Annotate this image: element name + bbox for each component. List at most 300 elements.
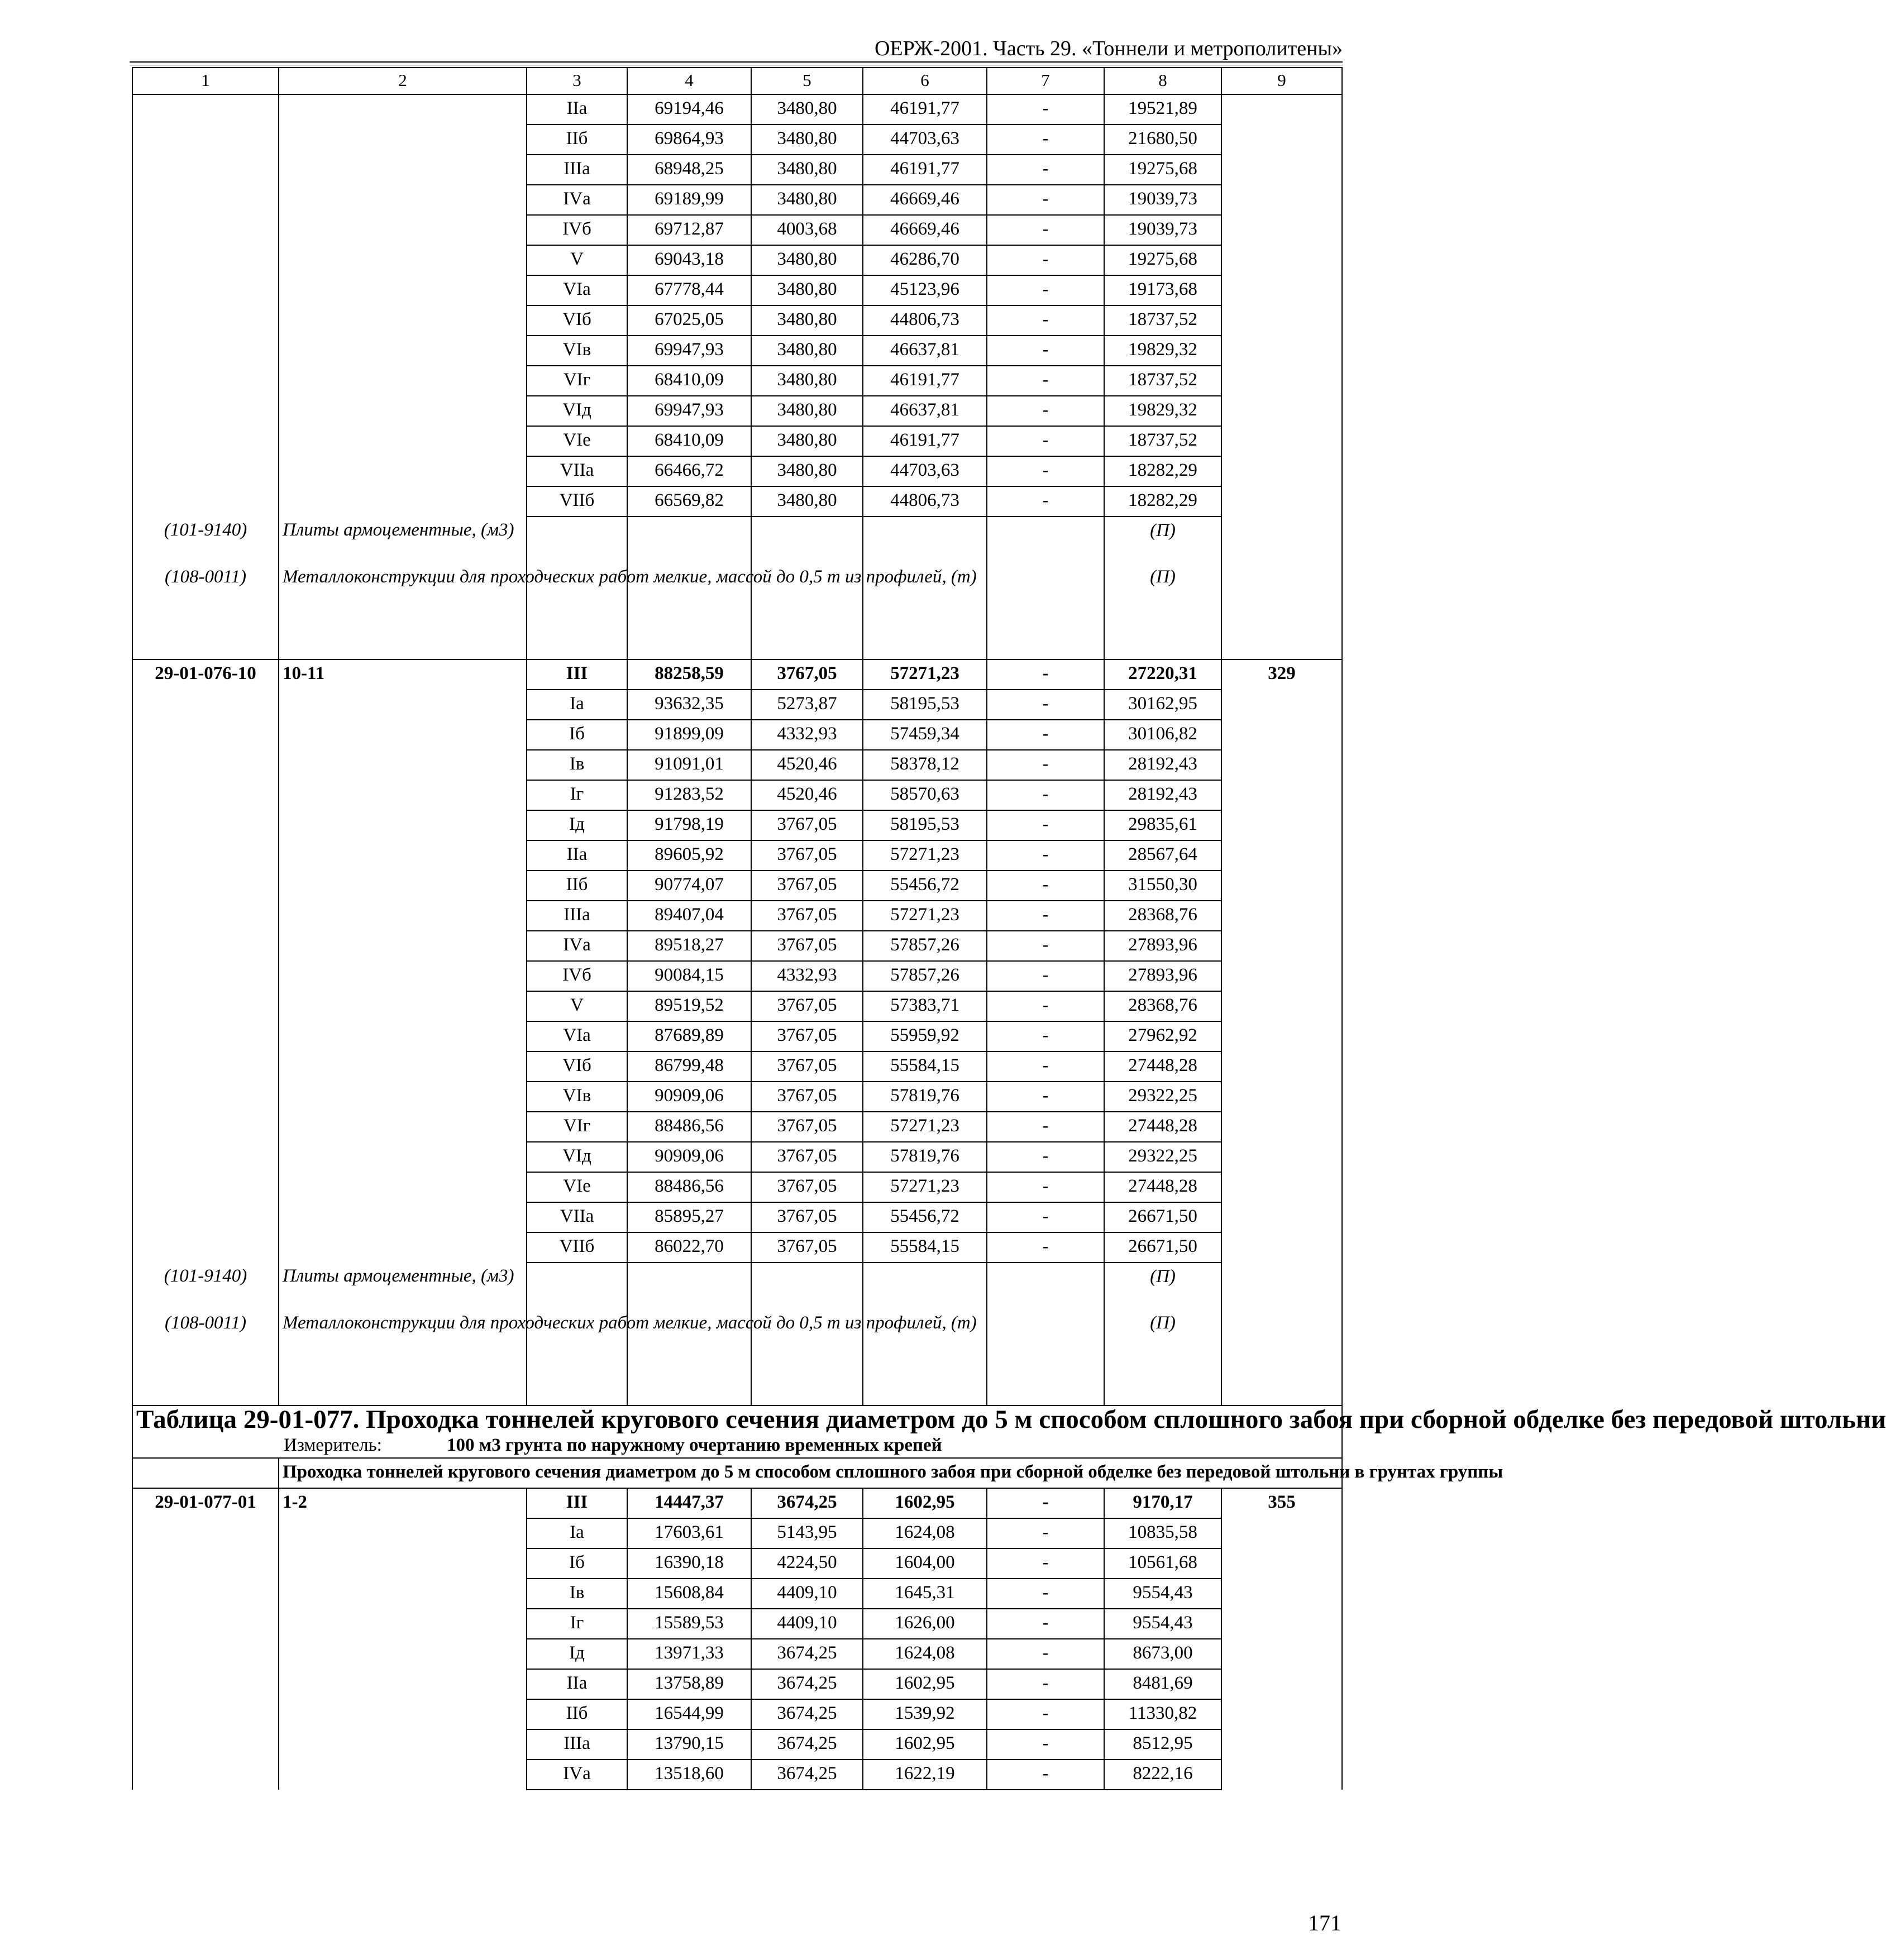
zone-cell: Iб	[527, 1548, 627, 1579]
table-row	[132, 901, 1342, 931]
total-cost-cell: 85895,27	[627, 1202, 751, 1232]
driver-wages-cell: -	[987, 305, 1104, 336]
machines-cell: 58378,12	[863, 750, 987, 780]
materials-cell: 27448,28	[1104, 1112, 1221, 1142]
driver-wages-cell: -	[987, 486, 1104, 517]
materials-cell: 26671,50	[1104, 1202, 1221, 1232]
wages-cell: 4409,10	[751, 1609, 863, 1639]
table-row	[132, 1142, 1342, 1172]
materials-cell: 18737,52	[1104, 366, 1221, 396]
code-column-cell	[1221, 94, 1342, 125]
code-column-cell	[1221, 720, 1342, 750]
empty-cell	[132, 1458, 279, 1488]
driver-wages-cell: -	[987, 780, 1104, 810]
rate-code-cell: 29-01-076-10	[132, 659, 279, 690]
code-column-cell	[1221, 426, 1342, 456]
total-cost-cell: 67025,05	[627, 305, 751, 336]
zone-cell: IIа	[527, 1669, 627, 1699]
column-number: 6	[863, 68, 987, 94]
table-row	[132, 155, 1342, 185]
table-row	[132, 426, 1342, 456]
total-cost-cell: 15589,53	[627, 1609, 751, 1639]
section-title-cell	[132, 1405, 1886, 1458]
material-code-cell: (108-0011)	[132, 563, 279, 659]
rate-code-cell	[132, 1518, 279, 1548]
zone-cell: Iг	[527, 1609, 627, 1639]
driver-wages-cell: -	[987, 931, 1104, 961]
driver-wages-cell: -	[987, 871, 1104, 901]
zone-cell: VIв	[527, 1082, 627, 1112]
table-row	[132, 871, 1342, 901]
rate-code-cell	[132, 720, 279, 750]
rate-range-cell	[279, 1548, 527, 1579]
total-cost-cell: 88258,59	[627, 659, 751, 690]
code-column-cell	[1221, 1142, 1342, 1172]
rate-code-cell	[132, 366, 279, 396]
rate-range-cell	[279, 1518, 527, 1548]
driver-wages-cell: -	[987, 94, 1104, 125]
total-cost-cell: 90909,06	[627, 1142, 751, 1172]
materials-cell: 10835,58	[1104, 1518, 1221, 1548]
code-column-cell	[1221, 1518, 1342, 1548]
rate-range-cell	[279, 336, 527, 366]
machines-cell: 1602,95	[863, 1729, 987, 1760]
zone-cell: VIIб	[527, 1232, 627, 1263]
driver-wages-cell: -	[987, 1142, 1104, 1172]
material-code-cell: (101-9140)	[132, 517, 279, 563]
materials-cell: 18282,29	[1104, 486, 1221, 517]
machines-cell: 55456,72	[863, 871, 987, 901]
rate-code-cell	[132, 1021, 279, 1051]
code-column-cell	[1221, 690, 1342, 720]
machines-cell: 1645,31	[863, 1579, 987, 1609]
materials-cell: 30162,95	[1104, 690, 1221, 720]
rates-table	[132, 67, 1886, 1790]
wages-cell: 3674,25	[751, 1760, 863, 1790]
rate-range-cell	[279, 690, 527, 720]
materials-cell: 8512,95	[1104, 1729, 1221, 1760]
total-cost-cell: 69864,93	[627, 125, 751, 155]
machines-cell: 57459,34	[863, 720, 987, 750]
machines-cell: 57271,23	[863, 901, 987, 931]
rate-code-cell	[132, 275, 279, 305]
code-column-cell	[1221, 1548, 1342, 1579]
machines-cell: 46637,81	[863, 396, 987, 426]
total-cost-cell: 15608,84	[627, 1579, 751, 1609]
material-row	[132, 517, 1342, 563]
total-cost-cell: 68410,09	[627, 426, 751, 456]
wages-cell: 3767,05	[751, 659, 863, 690]
driver-wages-cell: -	[987, 810, 1104, 840]
materials-cell: 18737,52	[1104, 426, 1221, 456]
wages-cell: 3767,05	[751, 901, 863, 931]
driver-wages-cell: -	[987, 1232, 1104, 1263]
zone-cell: Iд	[527, 810, 627, 840]
driver-wages-cell: -	[987, 1639, 1104, 1669]
rate-code-cell	[132, 840, 279, 871]
zone-cell: VIе	[527, 426, 627, 456]
rate-range-cell	[279, 1172, 527, 1202]
code-column-cell	[1221, 871, 1342, 901]
table-row	[132, 185, 1342, 215]
wages-cell: 3767,05	[751, 1112, 863, 1142]
rate-range-cell	[279, 215, 527, 245]
driver-wages-cell: -	[987, 991, 1104, 1021]
rate-range-cell: 1-2	[279, 1488, 527, 1518]
material-value-cell: (П)	[1104, 563, 1221, 659]
driver-wages-cell: -	[987, 1548, 1104, 1579]
rate-code-cell	[132, 961, 279, 991]
zone-cell: Iа	[527, 1518, 627, 1548]
driver-wages-cell: -	[987, 426, 1104, 456]
code-column-cell	[1221, 810, 1342, 840]
driver-wages-cell: -	[987, 155, 1104, 185]
code-column-cell	[1221, 1021, 1342, 1051]
table-row	[132, 336, 1342, 366]
wages-cell: 3767,05	[751, 840, 863, 871]
driver-wages-cell: -	[987, 659, 1104, 690]
code-column-cell	[1221, 780, 1342, 810]
rate-range-cell	[279, 1112, 527, 1142]
materials-cell: 29835,61	[1104, 810, 1221, 840]
wages-cell: 4003,68	[751, 215, 863, 245]
driver-wages-cell: -	[987, 1112, 1104, 1142]
code-column-cell	[1221, 396, 1342, 426]
meter-value: 100 м3 грунта по наружному очертанию временных крепей	[447, 1435, 942, 1455]
zone-cell: Iг	[527, 780, 627, 810]
driver-wages-cell: -	[987, 840, 1104, 871]
materials-cell: 27962,92	[1104, 1021, 1221, 1051]
materials-cell: 27893,96	[1104, 961, 1221, 991]
zone-cell: VIд	[527, 396, 627, 426]
driver-wages-cell: -	[987, 1051, 1104, 1082]
rate-code-cell	[132, 1112, 279, 1142]
wages-cell: 3767,05	[751, 810, 863, 840]
driver-wages-cell: -	[987, 245, 1104, 275]
rates-table-body	[132, 68, 1886, 1790]
empty-cell	[987, 1263, 1104, 1309]
wages-cell: 3480,80	[751, 426, 863, 456]
table-row	[132, 1518, 1342, 1548]
machines-cell: 1602,95	[863, 1669, 987, 1699]
total-cost-cell: 17603,61	[627, 1518, 751, 1548]
zone-cell: IVб	[527, 215, 627, 245]
rate-code-cell	[132, 901, 279, 931]
wages-cell: 3480,80	[751, 336, 863, 366]
material-code-cell: (101-9140)	[132, 1263, 279, 1309]
machines-cell: 1602,95	[863, 1488, 987, 1518]
table-row	[132, 1639, 1342, 1669]
table-row	[132, 366, 1342, 396]
rate-code-cell	[132, 245, 279, 275]
table-row	[132, 1051, 1342, 1082]
rate-range-cell	[279, 720, 527, 750]
total-cost-cell: 89407,04	[627, 901, 751, 931]
empty-cell	[1221, 517, 1342, 563]
rate-code-cell	[132, 305, 279, 336]
empty-cell	[987, 563, 1104, 659]
table-row	[132, 961, 1342, 991]
rate-range-cell	[279, 1051, 527, 1082]
machines-cell: 58195,53	[863, 690, 987, 720]
table-row	[132, 1729, 1342, 1760]
header-rule	[130, 61, 1343, 63]
column-number: 3	[527, 68, 627, 94]
materials-cell: 27448,28	[1104, 1051, 1221, 1082]
rate-code-cell	[132, 456, 279, 486]
wages-cell: 3767,05	[751, 931, 863, 961]
total-cost-cell: 69043,18	[627, 245, 751, 275]
zone-cell: IIIа	[527, 1729, 627, 1760]
rate-range-cell	[279, 1232, 527, 1263]
material-name-cell: Металлоконструкции для проходческих работ мелкие, массой до 0,5 т из профилей, (т)	[279, 563, 527, 659]
table-row	[132, 1669, 1342, 1699]
material-row	[132, 1263, 1342, 1309]
table-row	[132, 456, 1342, 486]
column-number: 9	[1221, 68, 1342, 94]
table-row	[132, 486, 1342, 517]
machines-cell: 46191,77	[863, 94, 987, 125]
driver-wages-cell: -	[987, 750, 1104, 780]
column-number: 5	[751, 68, 863, 94]
rate-code-cell	[132, 1669, 279, 1699]
meter-line	[136, 1433, 1338, 1457]
wages-cell: 4520,46	[751, 750, 863, 780]
zone-cell: Iа	[527, 690, 627, 720]
machines-cell: 1626,00	[863, 1609, 987, 1639]
materials-cell: 19829,32	[1104, 336, 1221, 366]
rate-code-cell	[132, 750, 279, 780]
zone-cell: IIб	[527, 1699, 627, 1729]
machines-cell: 1622,19	[863, 1760, 987, 1790]
rate-range-cell	[279, 245, 527, 275]
code-column-cell	[1221, 750, 1342, 780]
rate-code-cell	[132, 1202, 279, 1232]
table-row	[132, 125, 1342, 155]
zone-cell: IVа	[527, 931, 627, 961]
machines-cell: 44703,63	[863, 456, 987, 486]
wages-cell: 5273,87	[751, 690, 863, 720]
code-column-cell	[1221, 1760, 1342, 1790]
zone-cell: VIб	[527, 305, 627, 336]
code-column-cell	[1221, 185, 1342, 215]
zone-cell: III	[527, 1488, 627, 1518]
rate-range-cell	[279, 456, 527, 486]
table-row	[132, 1232, 1342, 1263]
total-cost-cell: 69189,99	[627, 185, 751, 215]
table-row	[132, 275, 1342, 305]
rate-code-cell	[132, 1548, 279, 1579]
table-row	[132, 690, 1342, 720]
driver-wages-cell: -	[987, 1729, 1104, 1760]
code-column-cell	[1221, 961, 1342, 991]
driver-wages-cell: -	[987, 1082, 1104, 1112]
wages-cell: 3480,80	[751, 275, 863, 305]
wages-cell: 3767,05	[751, 1142, 863, 1172]
wages-cell: 3480,80	[751, 486, 863, 517]
code-column-cell	[1221, 1699, 1342, 1729]
driver-wages-cell: -	[987, 1488, 1104, 1518]
zone-cell: VIIб	[527, 486, 627, 517]
driver-wages-cell: -	[987, 1579, 1104, 1609]
total-cost-cell: 90774,07	[627, 871, 751, 901]
material-value-cell: (П)	[1104, 1309, 1221, 1406]
rate-code-cell	[132, 1699, 279, 1729]
wages-cell: 3767,05	[751, 991, 863, 1021]
table-row	[132, 750, 1342, 780]
machines-cell: 57857,26	[863, 961, 987, 991]
code-column-cell	[1221, 1202, 1342, 1232]
materials-cell: 29322,25	[1104, 1082, 1221, 1112]
wages-cell: 3480,80	[751, 366, 863, 396]
rate-code-cell	[132, 215, 279, 245]
rate-code-cell	[132, 185, 279, 215]
code-column-cell	[1221, 991, 1342, 1021]
machines-cell: 55959,92	[863, 1021, 987, 1051]
empty-cell	[627, 517, 751, 563]
code-column-cell	[1221, 840, 1342, 871]
wages-cell: 3480,80	[751, 305, 863, 336]
rate-code-cell	[132, 871, 279, 901]
total-cost-cell: 67778,44	[627, 275, 751, 305]
column-number: 8	[1104, 68, 1221, 94]
rate-range-cell	[279, 780, 527, 810]
rate-code-cell	[132, 1232, 279, 1263]
rate-code-cell	[132, 1639, 279, 1669]
wages-cell: 3480,80	[751, 245, 863, 275]
machines-cell: 44806,73	[863, 305, 987, 336]
machines-cell: 1624,08	[863, 1518, 987, 1548]
rate-range-cell	[279, 1669, 527, 1699]
rate-range-cell	[279, 840, 527, 871]
materials-cell: 8222,16	[1104, 1760, 1221, 1790]
code-column-cell	[1221, 1579, 1342, 1609]
driver-wages-cell: -	[987, 215, 1104, 245]
zone-cell: IVб	[527, 961, 627, 991]
rate-range-cell	[279, 1729, 527, 1760]
machines-cell: 57383,71	[863, 991, 987, 1021]
total-cost-cell: 16390,18	[627, 1548, 751, 1579]
column-number: 7	[987, 68, 1104, 94]
zone-cell: VIг	[527, 1112, 627, 1142]
wages-cell: 4224,50	[751, 1548, 863, 1579]
table-row	[132, 1021, 1342, 1051]
total-cost-cell: 13758,89	[627, 1669, 751, 1699]
materials-cell: 19173,68	[1104, 275, 1221, 305]
column-number: 1	[132, 68, 279, 94]
code-column-cell	[1221, 486, 1342, 517]
machines-cell: 44806,73	[863, 486, 987, 517]
code-column-cell: 355	[1221, 1488, 1342, 1518]
materials-cell: 9170,17	[1104, 1488, 1221, 1518]
total-cost-cell: 66466,72	[627, 456, 751, 486]
table-row	[132, 1760, 1342, 1790]
machines-cell: 57271,23	[863, 1112, 987, 1142]
table-row	[132, 1488, 1342, 1518]
zone-cell: Iв	[527, 1579, 627, 1609]
wages-cell: 3767,05	[751, 1051, 863, 1082]
total-cost-cell: 90084,15	[627, 961, 751, 991]
rate-range-cell	[279, 305, 527, 336]
rate-range-cell	[279, 901, 527, 931]
materials-cell: 10561,68	[1104, 1548, 1221, 1579]
materials-cell: 28368,76	[1104, 991, 1221, 1021]
rate-code-cell	[132, 1609, 279, 1639]
rate-code-cell	[132, 1760, 279, 1790]
code-column-cell	[1221, 125, 1342, 155]
materials-cell: 19521,89	[1104, 94, 1221, 125]
total-cost-cell: 89519,52	[627, 991, 751, 1021]
total-cost-cell: 91091,01	[627, 750, 751, 780]
total-cost-cell: 90909,06	[627, 1082, 751, 1112]
rate-range-cell	[279, 1760, 527, 1790]
wages-cell: 3767,05	[751, 1232, 863, 1263]
rate-code-cell	[132, 690, 279, 720]
table-row	[132, 215, 1342, 245]
empty-cell	[1221, 1309, 1342, 1406]
code-column-cell	[1221, 305, 1342, 336]
materials-cell: 19829,32	[1104, 396, 1221, 426]
driver-wages-cell: -	[987, 275, 1104, 305]
zone-cell: IIб	[527, 125, 627, 155]
machines-cell: 57819,76	[863, 1082, 987, 1112]
wages-cell: 4409,10	[751, 1579, 863, 1609]
total-cost-cell: 89518,27	[627, 931, 751, 961]
rate-range-cell	[279, 1609, 527, 1639]
rate-range-cell	[279, 155, 527, 185]
zone-cell: IVа	[527, 185, 627, 215]
empty-cell	[987, 517, 1104, 563]
zone-cell: IIIа	[527, 155, 627, 185]
table-row	[132, 305, 1342, 336]
rate-range-cell	[279, 1142, 527, 1172]
materials-cell: 30106,82	[1104, 720, 1221, 750]
code-column-cell	[1221, 215, 1342, 245]
empty-cell	[1221, 1263, 1342, 1309]
materials-cell: 28567,64	[1104, 840, 1221, 871]
machines-cell: 55584,15	[863, 1232, 987, 1263]
group-description-row	[132, 1458, 1342, 1488]
total-cost-cell: 68410,09	[627, 366, 751, 396]
machines-cell: 57271,23	[863, 840, 987, 871]
materials-cell: 27893,96	[1104, 931, 1221, 961]
table-row	[132, 840, 1342, 871]
machines-cell: 58195,53	[863, 810, 987, 840]
rate-code-cell	[132, 810, 279, 840]
wages-cell: 4332,93	[751, 720, 863, 750]
rate-range-cell	[279, 1639, 527, 1669]
material-name-cell: Металлоконструкции для проходческих работ мелкие, массой до 0,5 т из профилей, (т)	[279, 1309, 527, 1406]
driver-wages-cell: -	[987, 366, 1104, 396]
empty-cell	[627, 1263, 751, 1309]
materials-cell: 26671,50	[1104, 1232, 1221, 1263]
empty-cell	[863, 1263, 987, 1309]
code-column-cell	[1221, 1639, 1342, 1669]
driver-wages-cell: -	[987, 185, 1104, 215]
rate-range-cell	[279, 486, 527, 517]
total-cost-cell: 68948,25	[627, 155, 751, 185]
materials-cell: 21680,50	[1104, 125, 1221, 155]
empty-cell	[987, 1309, 1104, 1406]
wages-cell: 3767,05	[751, 1202, 863, 1232]
wages-cell: 4332,93	[751, 961, 863, 991]
driver-wages-cell: -	[987, 1172, 1104, 1202]
materials-cell: 9554,43	[1104, 1579, 1221, 1609]
rate-code-cell	[132, 1579, 279, 1609]
total-cost-cell: 14447,37	[627, 1488, 751, 1518]
table-row	[132, 1579, 1342, 1609]
group-description: Проходка тоннелей кругового сечения диаметром до 5 м способом сплошного забоя при сборной обделке без передовой штольни в грунтах группы	[279, 1458, 1342, 1488]
